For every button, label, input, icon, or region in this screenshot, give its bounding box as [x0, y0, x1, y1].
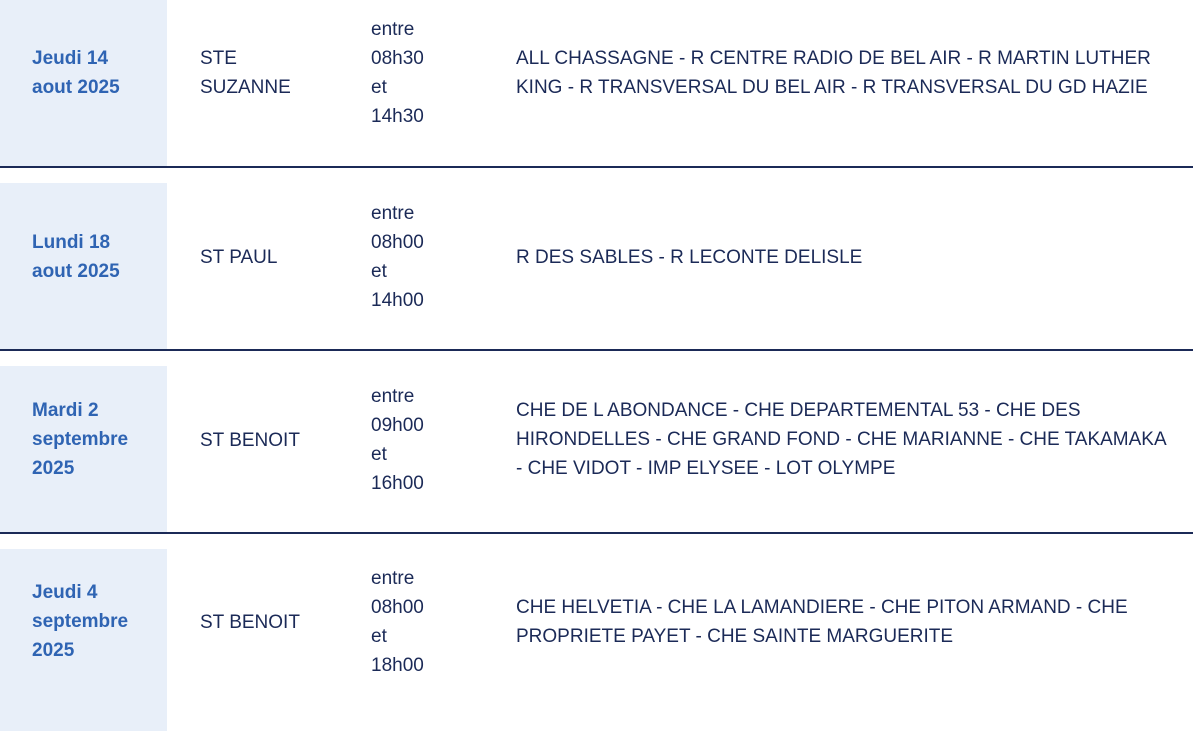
- streets-list: [516, 243, 1176, 272]
- date-label: [32, 44, 157, 102]
- streets-list: [516, 396, 1176, 483]
- commune-line: ST PAUL: [200, 247, 278, 268]
- time-start: 08h00: [371, 597, 424, 618]
- time-start: 08h30: [371, 48, 424, 69]
- streets-list: [516, 593, 1176, 651]
- time-end: 14h30: [371, 106, 424, 127]
- table-row: [0, 549, 1193, 731]
- table-row: [0, 366, 1193, 534]
- time-window: [371, 15, 481, 131]
- commune-line: ST BENOIT: [200, 430, 300, 451]
- date-label: [32, 396, 157, 483]
- streets-list: [516, 44, 1176, 102]
- date-line: 2025: [32, 458, 75, 479]
- time-start: 08h00: [371, 232, 424, 253]
- commune-label: [200, 44, 350, 102]
- time-end: 18h00: [371, 655, 424, 676]
- commune-line: SUZANNE: [200, 77, 291, 98]
- streets-line: CHE HELVETIA - CHE LA LAMANDIERE - CHE PITON ARMAND - CHE: [516, 597, 1128, 618]
- time-word-between: entre: [371, 19, 415, 40]
- date-label: [32, 228, 157, 286]
- time-window: [371, 564, 481, 680]
- table-row: [0, 0, 1193, 168]
- streets-line: - CHE VIDOT - IMP ELYSEE - LOT OLYMPE: [516, 458, 896, 479]
- time-start: 09h00: [371, 415, 424, 436]
- streets-line: ALL CHASSAGNE - R CENTRE RADIO DE BEL AIR - R MARTIN LUTHER: [516, 48, 1151, 69]
- time-word-between: entre: [371, 386, 415, 407]
- streets-line: HIRONDELLES - CHE GRAND FOND - CHE MARIANNE - CHE TAKAMAKA: [516, 429, 1167, 450]
- commune-label: [200, 608, 350, 637]
- date-label: [32, 578, 157, 665]
- date-line: septembre: [32, 611, 129, 632]
- commune-label: [200, 426, 350, 455]
- date-line: Jeudi 4: [32, 582, 98, 603]
- time-word-and: et: [371, 626, 387, 647]
- streets-line: CHE DE L ABONDANCE - CHE DEPARTEMENTAL 53 - CHE DES: [516, 400, 1081, 421]
- streets-line: R DES SABLES - R LECONTE DELISLE: [516, 247, 863, 268]
- date-line: aout 2025: [32, 77, 120, 98]
- streets-line: KING - R TRANSVERSAL DU BEL AIR - R TRANSVERSAL DU GD HAZIE: [516, 77, 1148, 98]
- time-word-between: entre: [371, 203, 415, 224]
- date-line: 2025: [32, 640, 75, 661]
- time-window: [371, 382, 481, 498]
- table-row: [0, 183, 1193, 351]
- time-word-and: et: [371, 77, 387, 98]
- time-end: 16h00: [371, 473, 424, 494]
- time-word-and: et: [371, 444, 387, 465]
- date-line: aout 2025: [32, 261, 120, 282]
- streets-line: PROPRIETE PAYET - CHE SAINTE MARGUERITE: [516, 626, 954, 647]
- time-word-and: et: [371, 261, 387, 282]
- commune-label: [200, 243, 350, 272]
- commune-line: STE: [200, 48, 237, 69]
- time-window: [371, 199, 481, 315]
- date-line: septembre: [32, 429, 129, 450]
- commune-line: ST BENOIT: [200, 612, 300, 633]
- date-line: Jeudi 14: [32, 48, 109, 69]
- date-line: Lundi 18: [32, 232, 111, 253]
- time-word-between: entre: [371, 568, 415, 589]
- time-end: 14h00: [371, 290, 424, 311]
- date-line: Mardi 2: [32, 400, 99, 421]
